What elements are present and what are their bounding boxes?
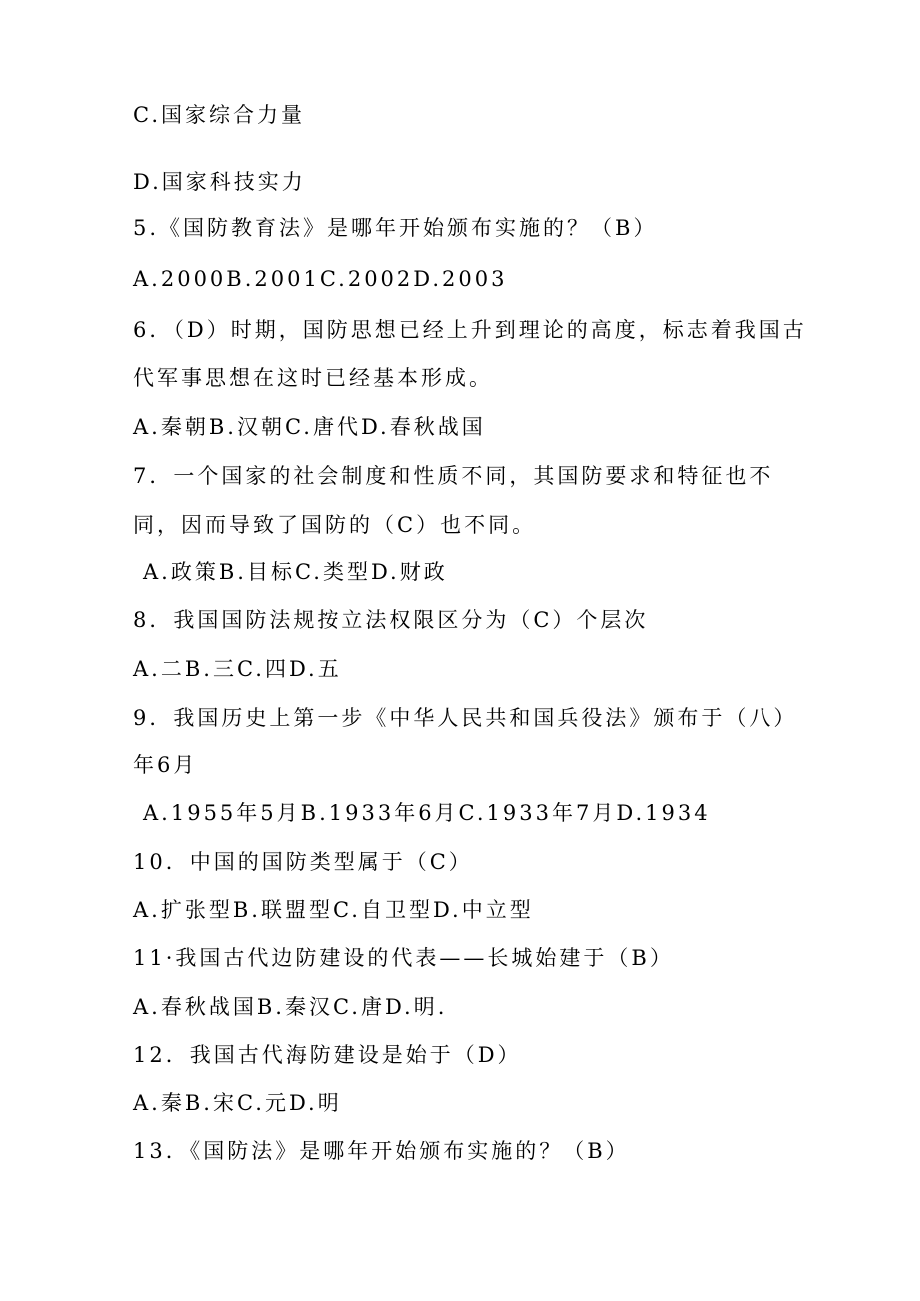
question-7: 7．一个国家的社会制度和性质不同，其国防要求和特征也不 bbox=[133, 464, 774, 488]
question-11: 11·我国古代边防建设的代表——长城始建于（B） bbox=[133, 946, 674, 970]
question-8: 8．我国国防法规按立法权限区分为（C）个层次 bbox=[133, 608, 649, 632]
question-12-options: A.秦B.宋C.元D.明 bbox=[133, 1091, 342, 1115]
option-d-line: D.国家科技实力 bbox=[133, 170, 306, 194]
question-8-options: A.二B.三C.四D.五 bbox=[133, 657, 342, 681]
question-11-options: A.春秋战国B.秦汉C.唐D.明. bbox=[133, 995, 448, 1019]
question-10: 10．中国的国防类型属于（C） bbox=[133, 850, 473, 874]
question-5-options: A.2000B.2001C.2002D.2003 bbox=[133, 267, 508, 291]
question-6-continued: 代军事思想在这时已经基本形成。 bbox=[133, 366, 493, 390]
question-9-continued: 年6月 bbox=[133, 753, 198, 777]
question-7-options: A.政策B.目标C.类型D.财政 bbox=[143, 560, 448, 584]
question-5: 5.《国防教育法》是哪年开始颁布实施的？（B） bbox=[133, 216, 658, 240]
question-9-options: A.1955年5月B.1933年6月C.1933年7月D.1934 bbox=[143, 801, 711, 825]
question-9: 9．我国历史上第一步《中华人民共和国兵役法》颁布于（八） bbox=[133, 706, 798, 730]
question-12: 12．我国古代海防建设是始于（D） bbox=[133, 1043, 522, 1067]
question-6-options: A.秦朝B.汉朝C.唐代D.春秋战国 bbox=[133, 415, 486, 439]
question-13: 13．《国防法》是哪年开始颁布实施的？（B） bbox=[133, 1139, 630, 1163]
question-6: 6．（D）时期，国防思想已经上升到理论的高度，标志着我国古 bbox=[133, 318, 807, 342]
question-10-options: A.扩张型B.联盟型C.自卫型D.中立型 bbox=[133, 898, 534, 922]
option-c-line: C.国家综合力量 bbox=[133, 103, 305, 127]
question-7-continued: 同，因而导致了国防的（C）也不同。 bbox=[133, 513, 537, 537]
